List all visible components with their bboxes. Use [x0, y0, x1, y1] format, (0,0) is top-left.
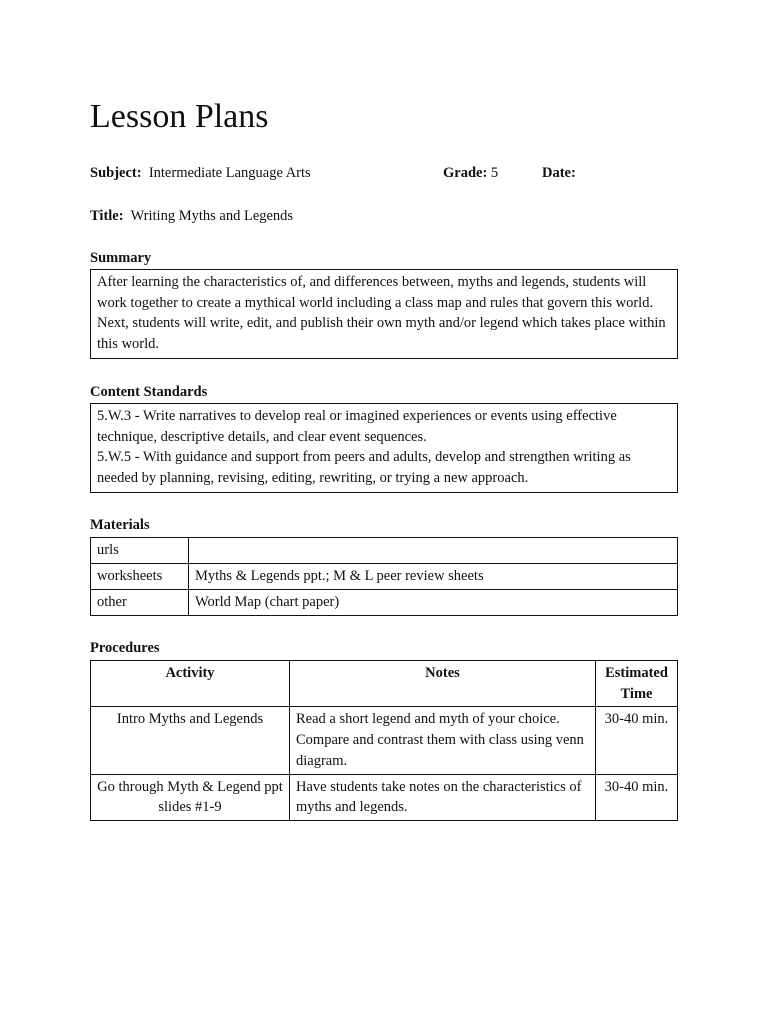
grade-label: Grade:: [443, 165, 488, 181]
notes-cell: Have students take notes on the characteristics of myths and legends.: [290, 774, 596, 820]
procedures-heading: Procedures: [90, 640, 160, 656]
grade-value: 5: [490, 165, 499, 181]
table-row: [91, 538, 678, 564]
subject-label: Subject: [90, 165, 137, 181]
standard-item: 5.W.3 - Write narratives to develop real or imagined experiences or events using effective technique, descriptive details, and clear event sequences.: [97, 408, 617, 445]
activity-header: Activity: [91, 661, 290, 707]
material-key: worksheets: [91, 564, 189, 590]
material-key: other: [91, 590, 189, 616]
summary-box: [90, 269, 678, 359]
summary-text: After learning the characteristics of, and differences between, myths and legends, students will work together to create a mythical world including a class map and rules that govern this world. Next, students will write, edit, and publish their own myth and/or legend which takes place within this world.: [97, 274, 666, 353]
content-standards-box: [90, 403, 678, 493]
time-header: Estimated Time: [596, 661, 678, 707]
page-title: Lesson Plans: [90, 98, 269, 135]
table-row: [91, 707, 678, 774]
time-cell: 30-40 min.: [596, 774, 678, 820]
materials-table: [90, 537, 678, 616]
lesson-title-label: Title:: [90, 208, 124, 224]
notes-header: Notes: [290, 661, 596, 707]
procedures-table: [90, 660, 678, 821]
summary-heading: Summary: [90, 250, 152, 266]
material-value: Myths & Legends ppt.; M & L peer review sheets: [189, 564, 678, 590]
grade-row: [443, 163, 498, 183]
table-row: [91, 774, 678, 820]
subject-row: Subject: Intermediate Language Arts: [90, 165, 311, 181]
content-standards-heading: Content Standards: [90, 384, 208, 400]
activity-cell: Intro Myths and Legends: [91, 707, 290, 774]
date-label: Date:: [542, 165, 576, 181]
subject-value: Intermediate Language Arts: [148, 165, 311, 181]
date-row: [542, 163, 576, 183]
activity-cell: Go through Myth & Legend ppt slides #1-9: [91, 774, 290, 820]
table-row: [91, 590, 678, 616]
time-cell: 30-40 min.: [596, 707, 678, 774]
lesson-title-row: [90, 206, 293, 226]
material-value: World Map (chart paper): [189, 590, 678, 616]
standard-item: 5.W.5 - With guidance and support from peers and adults, develop and strengthen writing as needed by planning, revising, editing, rewriting, or trying a new approach.: [97, 449, 631, 487]
material-value: [189, 538, 678, 564]
materials-heading: Materials: [90, 517, 150, 533]
material-key: urls: [91, 538, 189, 564]
lesson-title-value: Writing Myths and Legends: [130, 208, 294, 224]
notes-cell: Read a short legend and myth of your choice. Compare and contrast them with class using venn diagram.: [290, 707, 596, 774]
table-row: [91, 564, 678, 590]
table-header-row: [91, 661, 678, 707]
